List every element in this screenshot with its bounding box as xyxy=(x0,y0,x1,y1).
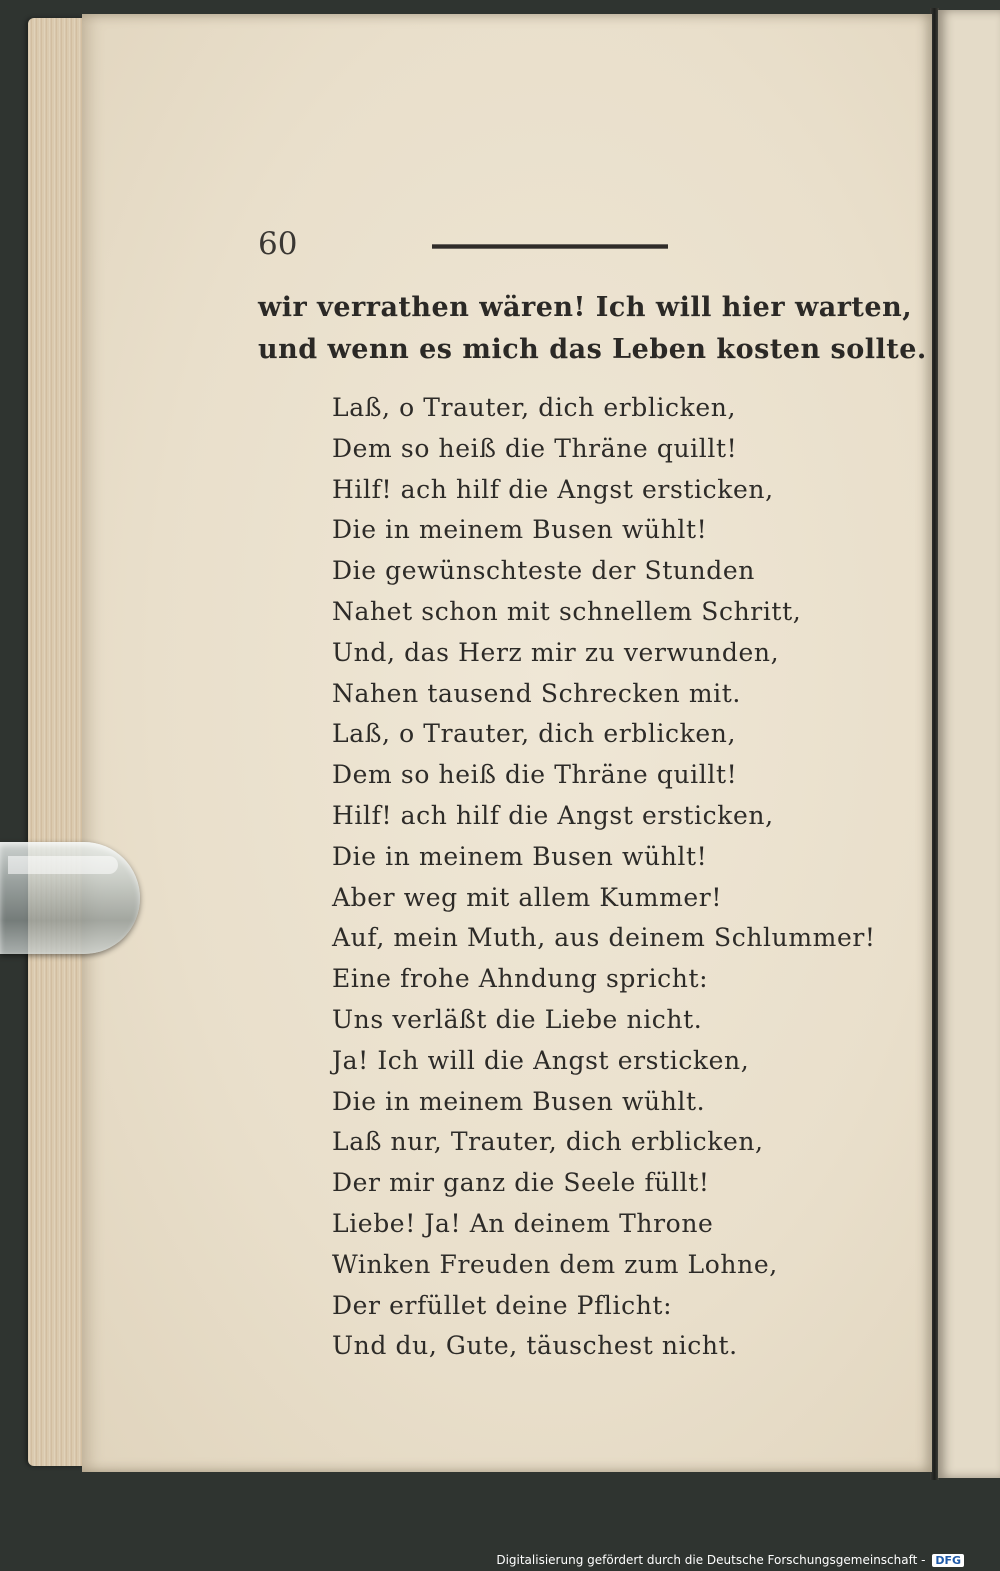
verse-line: Laß, o Trauter, dich erblicken, xyxy=(332,393,737,422)
verse-line: Die in meinem Busen wühlt! xyxy=(332,515,708,545)
page-number: 60 xyxy=(258,226,298,262)
verse-line: Hilf! ach hilf die Angst ersticken, xyxy=(332,800,774,830)
verse-line: Ja! Ich will die Angst ersticken, xyxy=(332,1045,750,1075)
verse-line: Hilf! ach hilf die Angst ersticken, xyxy=(332,474,774,504)
verse-line: Und, das Herz mir zu verwunden, xyxy=(332,637,780,667)
verse-line: Liebe! Ja! An deinem Throne xyxy=(332,1208,714,1238)
page-edges xyxy=(28,18,86,1466)
verse-line: Winken Freuden dem zum Lohne, xyxy=(332,1249,778,1279)
verse-line: Uns verläßt die Liebe nicht. xyxy=(332,1004,703,1034)
verse-line: Aber weg mit allem Kummer! xyxy=(332,882,722,912)
page-clamp xyxy=(0,842,140,954)
verse-line: Nahen tausend Schrecken mit. xyxy=(332,678,741,708)
verse-line: Auf, mein Muth, aus deinem Schlummer! xyxy=(332,923,876,953)
verse-line: Der mir ganz die Seele füllt! xyxy=(332,1168,710,1198)
prose-line: wir verrathen wären! Ich will hier warten, xyxy=(258,292,913,323)
verse-block xyxy=(332,388,876,1367)
verse-line: Die gewünschteste der Stunden xyxy=(332,556,755,586)
verse-line: Dem so heiß die Thräne quillt! xyxy=(332,433,738,463)
verse-line: Laß, o Trauter, dich erblicken, xyxy=(332,719,737,749)
next-page-edge xyxy=(938,10,1000,1478)
header-rule xyxy=(432,244,668,249)
verse-line: Dem so heiß die Thräne quillt! xyxy=(332,760,738,790)
digitization-credit xyxy=(496,1553,964,1567)
verse-line: Eine frohe Ahndung spricht: xyxy=(332,964,709,994)
prose-line: und wenn es mich das Leben kosten sollte. xyxy=(258,334,927,365)
dfg-logo: DFG xyxy=(932,1554,964,1567)
credit-text: Digitalisierung gefördert durch die Deutsche Forschungsgemeinschaft - xyxy=(496,1553,926,1567)
verse-line: Der erfüllet deine Pflicht: xyxy=(332,1290,673,1320)
verse-line: Und du, Gute, täuschest nicht. xyxy=(332,1331,738,1361)
verse-line: Nahet schon mit schnellem Schritt, xyxy=(332,596,802,626)
verse-line: Die in meinem Busen wühlt. xyxy=(332,1086,706,1116)
verse-line: Laß nur, Trauter, dich erblicken, xyxy=(332,1127,764,1157)
verse-line: Die in meinem Busen wühlt! xyxy=(332,841,708,871)
